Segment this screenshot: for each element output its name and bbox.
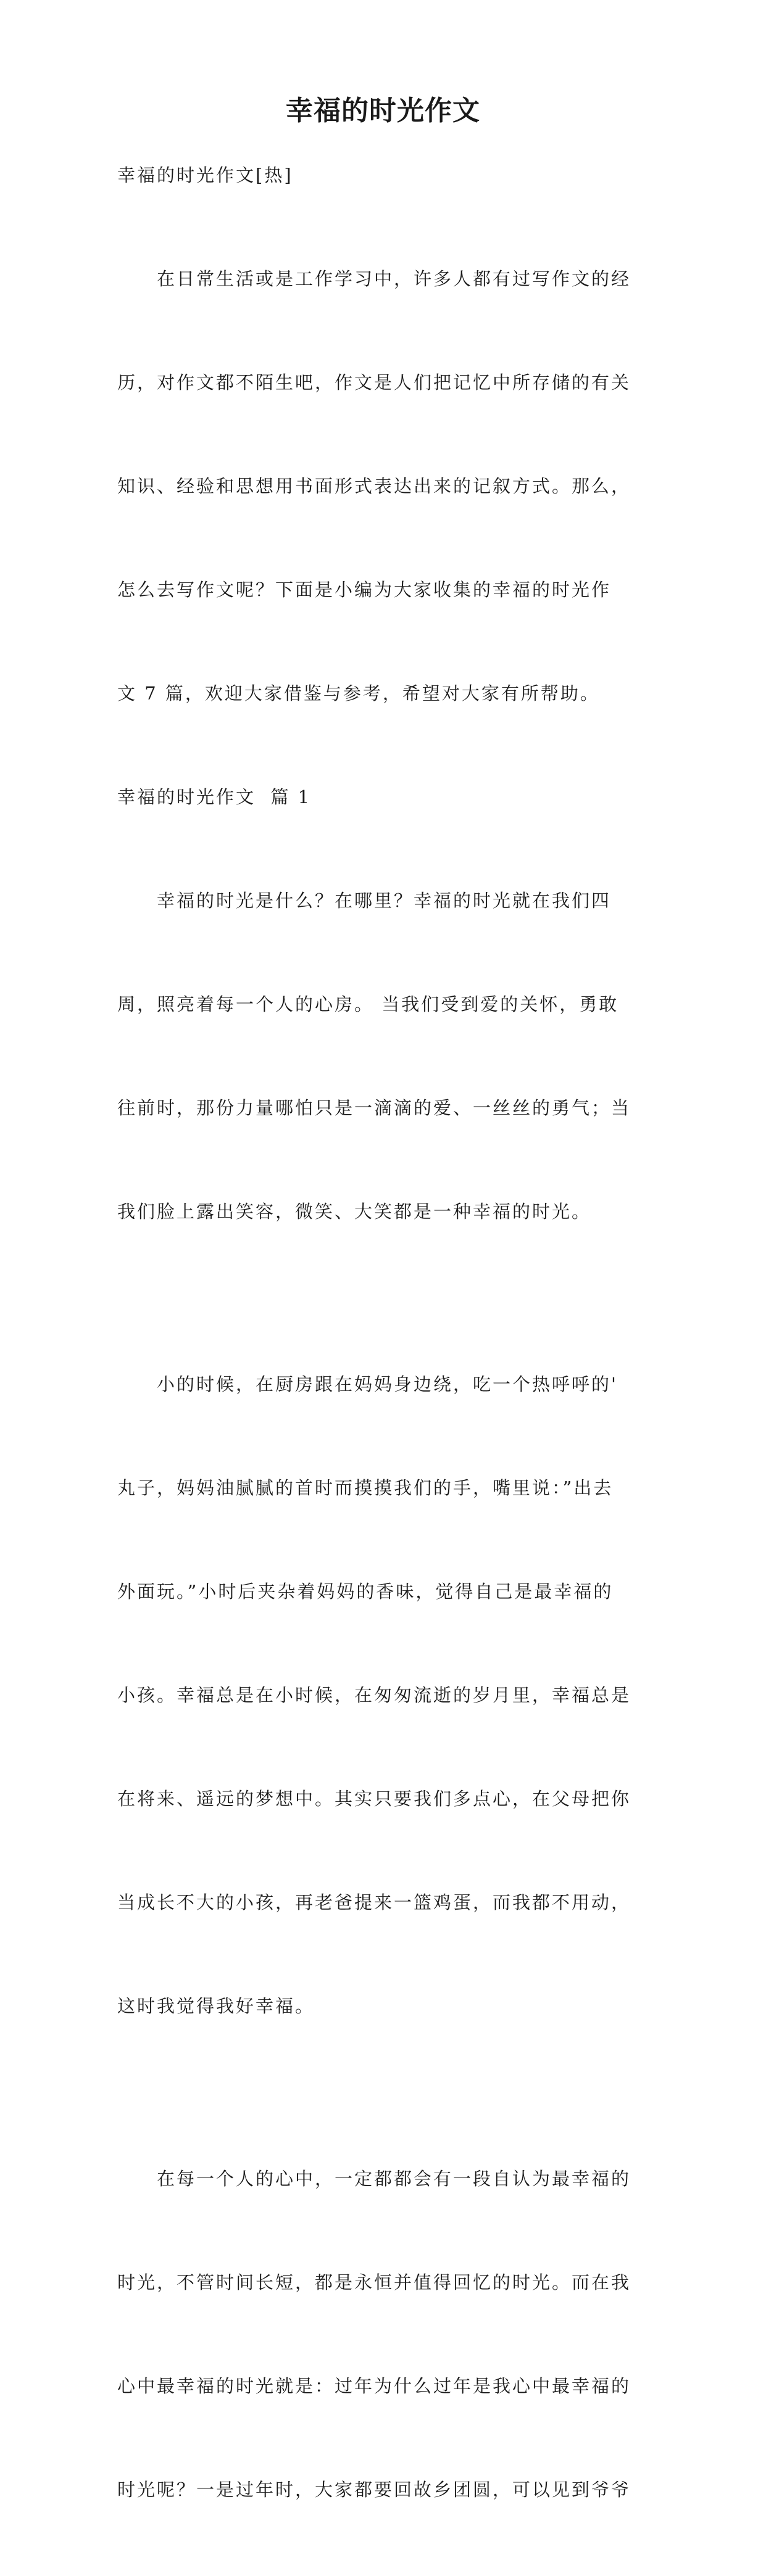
document-subtitle: 幸福的时光作文[热] (117, 165, 293, 186)
paragraph-line: 小孩。幸福总是在小时候，在匆匆流逝的岁月里，幸福总是 (117, 1685, 631, 1706)
paragraph-line: 小的时候，在厨房跟在妈妈身边绕，吃一个热呼呼的' (117, 1374, 618, 1395)
paragraph-3 (117, 2092, 660, 2576)
intro-line: 在日常生活或是工作学习中，许多人都有过写作文的经 (117, 268, 631, 289)
intro-line: 知识、经验和思想用书面形式表达出来的记叙方式。那么， (117, 476, 631, 497)
document-body (117, 158, 660, 2576)
paragraph-line: 时光呢？一是过年时，大家都要回故乡团圆，可以见到爷爷 (117, 2479, 631, 2500)
intro-paragraph (117, 192, 660, 780)
intro-line: 历，对作文都不陌生吧，作文是人们把记忆中所存储的有关 (117, 372, 631, 393)
paragraph-line: 时光，不管时间长短，都是永恒并值得回忆的时光。而在我 (117, 2272, 631, 2293)
document-title: 幸福的时光作文 (286, 95, 480, 126)
intro-line: 怎么去写作文呢？下面是小编为大家收集的幸福的时光作 (117, 579, 612, 600)
paragraph-line: 我们脸上露出笑容，微笑、大笑都是一种幸福的时光。 (117, 1201, 592, 1222)
paragraph-line: 这时我觉得我好幸福。 (117, 1996, 315, 2017)
paragraph-line: 外面玩。”小时后夹杂着妈妈的香味，觉得自己是最幸福的 (117, 1581, 614, 1602)
paragraph-line: 幸福的时光是什么？在哪里？幸福的时光就在我们四 (117, 890, 612, 911)
paragraph-line: 当成长不大的小孩，再老爸提来一篮鸡蛋，而我都不用动， (117, 1892, 631, 1913)
paragraph-line: 在每一个人的心中，一定都都会有一段自认为最幸福的 (117, 2168, 631, 2189)
paragraph-2 (117, 1298, 660, 2092)
paragraph-line: 往前时，那份力量哪怕只是一滴滴的爱、一丝丝的勇气；当 (117, 1097, 631, 1118)
paragraph-line: 在将来、遥远的梦想中。其实只要我们多点心，在父母把你 (117, 1788, 631, 1809)
intro-line: 文 7 篇，欢迎大家借鉴与参考，希望对大家有所帮助。 (117, 683, 600, 704)
paragraph-line: 心中最幸福的时光就是：过年为什么过年是我心中最幸福的 (117, 2376, 631, 2396)
paragraph-line: 周，照亮着每一个人的心房。 当我们受到爱的关怀，勇敢 (117, 994, 619, 1015)
paragraph-1 (117, 814, 660, 1298)
section-heading: 幸福的时光作文 篇 1 (117, 786, 312, 807)
paragraph-line: 丸子，妈妈油腻腻的首时而摸摸我们的手，嘴里说：”出去 (117, 1477, 614, 1498)
